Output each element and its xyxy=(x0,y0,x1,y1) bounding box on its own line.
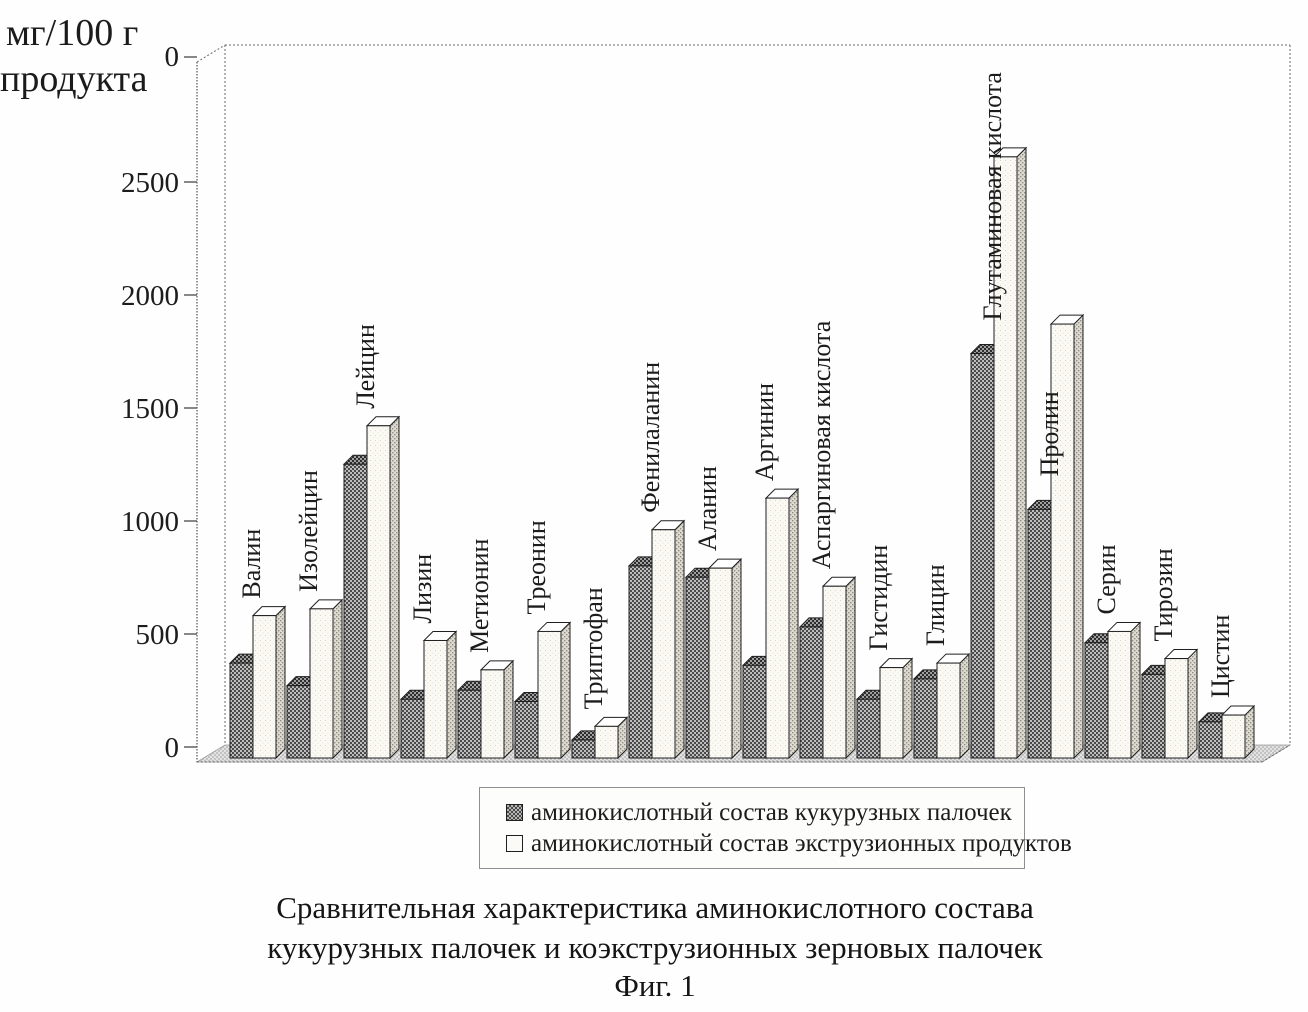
series1-swatch-icon xyxy=(506,804,523,821)
figure-caption xyxy=(60,888,1250,967)
category-label: Аланин xyxy=(693,466,722,552)
legend-series1-label: аминокислотный состав кукурузных палочек xyxy=(531,798,1012,826)
series2-swatch-icon xyxy=(506,835,523,852)
unit-label-line2: продукта xyxy=(0,58,148,101)
svg-text:2500: 2500 xyxy=(121,167,179,199)
category-label: Серин xyxy=(1092,544,1121,615)
category-label: Цистин xyxy=(1206,614,1235,699)
svg-text:1000: 1000 xyxy=(121,506,179,538)
category-label: Изолейцин xyxy=(294,470,323,592)
category-label: Пролин xyxy=(1035,391,1064,477)
category-label: Треонин xyxy=(522,520,551,615)
category-label: Гистидин xyxy=(864,544,893,651)
legend-item-series2 xyxy=(506,828,1072,859)
caption-line1: Сравнительная характеристика аминокислотного состава xyxy=(276,890,1034,925)
figure-number: Фиг. 1 xyxy=(614,968,696,1003)
category-label: Метионин xyxy=(465,538,494,653)
category-label: Триптофан xyxy=(579,587,608,710)
category-label: Лизин xyxy=(408,553,437,624)
category-label: Лейцин xyxy=(351,324,380,409)
category-label: Валин xyxy=(237,528,266,599)
category-label: Аспаргиновая кислота xyxy=(807,320,836,570)
caption-line2: кукурузных палочек и коэкструзионных зерновых палочек xyxy=(267,929,1043,965)
svg-text:1500: 1500 xyxy=(121,393,179,425)
unit-label-line1: мг/100 г xyxy=(6,12,139,54)
category-label: Аргинин xyxy=(750,382,779,482)
svg-text:2000: 2000 xyxy=(121,280,179,312)
svg-text:500: 500 xyxy=(135,619,179,651)
category-label: Глутаминовая кислота xyxy=(978,72,1007,321)
legend-series2-label: аминокислотный состав экструзионных продуктов xyxy=(531,829,1072,857)
top-zero-tick-label: 0 xyxy=(164,41,179,73)
category-label: Глицин xyxy=(921,564,950,647)
category-label: Тирозин xyxy=(1149,548,1178,642)
chart-legend xyxy=(479,787,1072,869)
category-label: Фенилаланин xyxy=(636,361,665,513)
legend-item-series1 xyxy=(506,797,1024,828)
svg-text:0: 0 xyxy=(164,732,179,764)
bars-group xyxy=(230,148,1254,758)
y-axis xyxy=(121,41,197,764)
